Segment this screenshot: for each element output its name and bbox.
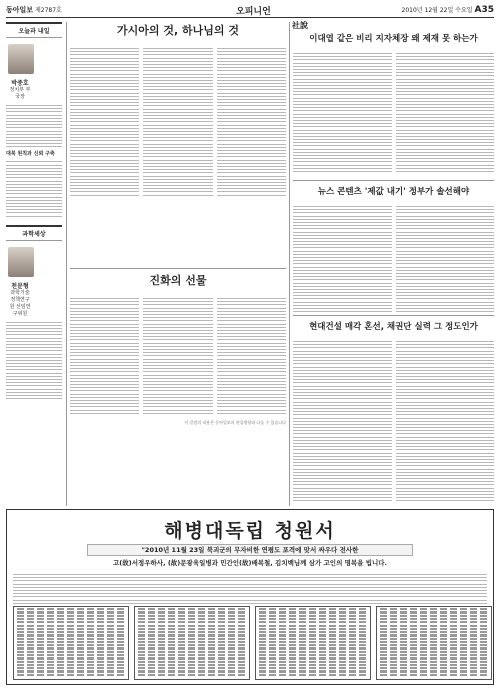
editorial-3-headline: 현대건설 매각 혼선, 채권단 실력 그 정도인가	[309, 322, 478, 332]
editorial-divider	[293, 315, 494, 316]
editorial-2-headline: 뉴스 콘텐츠 '제값 내기' 정부가 솔선해야	[317, 187, 470, 197]
sidebar-body-2	[6, 161, 62, 216]
article-1-body	[70, 44, 286, 198]
page-number: A35	[474, 5, 494, 15]
section-title: 오피니언	[236, 7, 271, 17]
article-2	[70, 272, 286, 426]
column-divider	[66, 22, 67, 506]
ad-subtitle: 고(故)서정우하사, (故)문광욱일병과 민간인(故)배복철, 김치백님께 삼가 고인의 명복을 빕니다.	[112, 559, 388, 567]
page-header	[6, 4, 494, 18]
science-author-photo	[8, 247, 34, 277]
signature-table	[134, 606, 250, 680]
science-author-name: 천문형	[11, 282, 29, 290]
column-divider	[289, 22, 290, 506]
science-column-title: 과학세상	[6, 225, 62, 241]
article-1	[70, 22, 286, 198]
article-1-headline: 가시아의 것, 하나님의 것	[117, 24, 239, 37]
date: 2010년 12월 22일 수요일	[401, 7, 473, 14]
editorial-3	[293, 320, 494, 504]
author-name: 박중호	[11, 80, 29, 87]
editorial-divider	[293, 180, 494, 181]
science-body	[6, 322, 62, 400]
dateline	[402, 5, 494, 15]
advertisement	[6, 509, 494, 685]
sidebar-subhead: 대북 원칙과 신뢰 구축	[6, 151, 55, 158]
sidebar	[6, 22, 62, 510]
editorial-1-body	[293, 49, 494, 174]
editorial-1	[293, 32, 494, 174]
author-role: 정치부 부국장	[9, 87, 31, 100]
science-author-role: 과학기술정책연구원 선임연구위원	[9, 289, 31, 317]
editorial-tag: 社說	[292, 21, 308, 30]
ad-title: 해병대독립 청원서	[164, 520, 336, 542]
science-author-byline	[9, 283, 31, 318]
author-photo	[8, 44, 34, 74]
signature-table	[255, 606, 371, 680]
editorial-1-headline: 이대엽 같은 비리 지자체장 왜 제재 못 하는가	[309, 34, 478, 44]
article-2-body	[70, 294, 286, 416]
ad-banner: "2010년 11월 23일 북괴군의 무자비한 연평도 포격에 맞서 싸우다 전사한	[87, 544, 413, 556]
editorial-2	[293, 185, 494, 314]
editorial-3-body	[293, 337, 494, 504]
article-divider	[70, 268, 286, 269]
article-2-headline: 진화의 선물	[149, 274, 207, 287]
footnote: 이 칼럼의 내용은 동아일보의 편집방향과 다를 수 있습니다	[184, 419, 286, 425]
sidebar-body-1	[6, 105, 62, 147]
paper-name: 동아일보	[6, 6, 34, 14]
signature-table	[13, 606, 129, 680]
masthead	[6, 5, 62, 15]
ad-body	[13, 574, 487, 604]
signature-table	[376, 606, 492, 680]
author-byline	[9, 80, 31, 101]
issue-number: 제2787호	[34, 7, 62, 14]
editorial-2-body	[293, 202, 494, 314]
column-title: 오늘과 내일	[6, 22, 62, 38]
